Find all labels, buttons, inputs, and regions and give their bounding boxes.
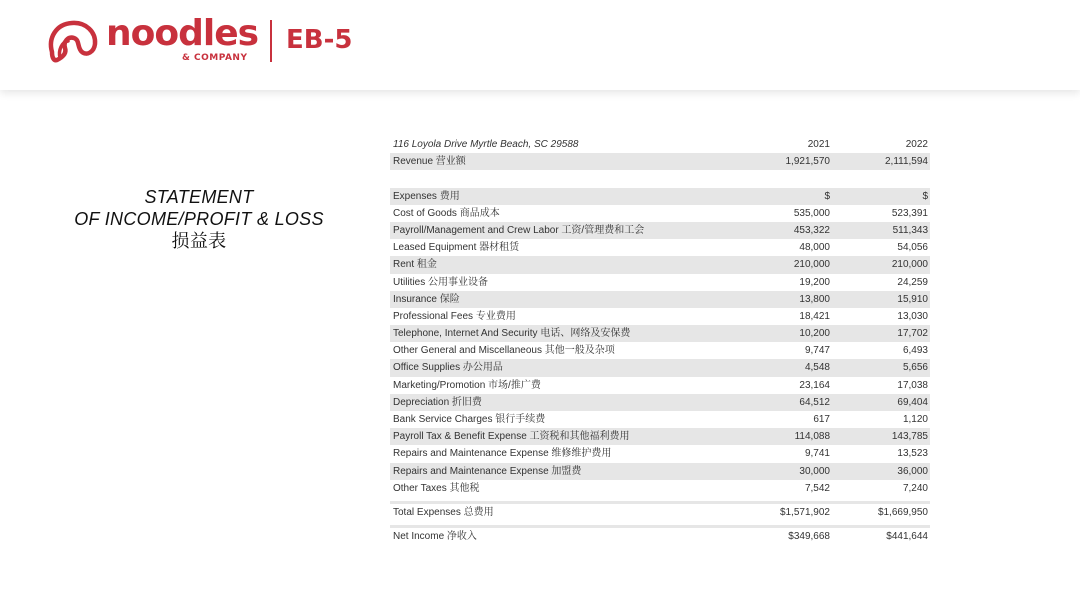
row-label: Depreciation 折旧费: [393, 396, 482, 408]
value-2022: 210,000: [891, 259, 928, 271]
value-2021: 617: [813, 414, 830, 425]
row-label: Rent 租金: [393, 259, 437, 271]
currency-2022: $: [922, 190, 928, 202]
address-row: [390, 136, 930, 153]
row-label: Expenses 费用: [393, 190, 460, 202]
value-2022: 6,493: [902, 345, 928, 357]
expense-row: [390, 205, 930, 222]
expense-row: [390, 239, 930, 256]
statement-title: [40, 186, 358, 252]
value-2022: 2,111,594: [884, 156, 928, 168]
expense-row: [390, 222, 930, 239]
value-2022: $1,669,950: [877, 506, 928, 518]
value-2022: 15,910: [897, 293, 928, 305]
header-bar: [0, 0, 1080, 90]
row-label: Professional Fees 专业费用: [393, 310, 516, 322]
expense-row: [390, 291, 930, 308]
row-label: Other Taxes 其他税: [393, 482, 480, 494]
value-2021: 9,741: [804, 448, 830, 460]
value-2022: 24,259: [897, 276, 928, 288]
row-label: Telephone, Internet And Security 电话、网络及安保费: [393, 328, 631, 340]
row-label: Bank Service Charges 银行手续费: [393, 414, 546, 425]
year-2021-header: 2021: [807, 139, 830, 150]
expense-row: [390, 256, 930, 273]
currency-2021: $: [824, 190, 830, 202]
net-income-row: [390, 525, 930, 545]
row-label: Payroll Tax & Benefit Expense 工资税和其他福利费用: [393, 431, 630, 443]
row-label: Other General and Miscellaneous 其他一般及杂项: [393, 345, 615, 357]
value-2021: 48,000: [799, 242, 830, 254]
row-label: Repairs and Maintenance Expense 维修维护费用: [393, 448, 612, 460]
expense-row: [390, 428, 930, 445]
value-2021: 19,200: [799, 276, 830, 288]
value-2021: 23,164: [799, 379, 830, 391]
row-label: Office Supplies 办公用品: [393, 362, 503, 374]
value-2022: 17,702: [897, 328, 928, 340]
value-2021: 30,000: [799, 465, 830, 477]
noodle-logo-icon: [46, 18, 100, 64]
expense-row: [390, 394, 930, 411]
row-label: Net Income 净收入: [393, 531, 477, 543]
value-2022: 54,056: [897, 242, 928, 254]
value-2022: 5,656: [902, 362, 928, 374]
row-label: Marketing/Promotion 市场/推广费: [393, 379, 541, 391]
spacer-row: [390, 170, 930, 187]
title-line-1: STATEMENT: [144, 187, 254, 207]
value-2021: 210,000: [793, 259, 830, 271]
value-2021: 13,800: [799, 293, 830, 305]
expense-row: [390, 308, 930, 325]
value-2021: $349,668: [788, 531, 830, 543]
expense-row: [390, 342, 930, 359]
year-2022-header: 2022: [905, 139, 928, 150]
income-statement-table: [390, 136, 930, 545]
address: 116 Loyola Drive Myrtle Beach, SC 29588: [393, 139, 579, 150]
value-2022: 523,391: [891, 207, 928, 219]
row-label: Leased Equipment 器材租赁: [393, 242, 520, 254]
value-2022: 69,404: [897, 396, 928, 408]
value-2022: 1,120: [902, 414, 928, 425]
total-expenses-row: [390, 501, 930, 521]
brand-subtitle: & COMPANY: [182, 53, 248, 63]
value-2022: 511,343: [892, 224, 928, 236]
value-2021: 535,000: [793, 207, 830, 219]
row-label: Insurance 保险: [393, 293, 460, 305]
value-2021: 64,512: [799, 396, 830, 408]
title-line-3: 损益表: [171, 231, 227, 251]
title-line-2: OF INCOME/PROFIT & LOSS: [74, 209, 324, 229]
expense-row: [390, 274, 930, 291]
expense-row: [390, 445, 930, 462]
value-2021: 114,088: [794, 431, 830, 443]
row-label: Total Expenses 总费用: [393, 506, 494, 518]
logo-divider: [270, 20, 272, 62]
row-label: Revenue 营业额: [393, 156, 466, 168]
row-label: Payroll/Management and Crew Labor 工资/管理费和工会: [393, 224, 645, 236]
expense-row: [390, 463, 930, 480]
value-2021: 10,200: [799, 328, 830, 340]
value-2021: 4,548: [804, 362, 830, 374]
value-2021: 18,421: [799, 310, 830, 322]
value-2022: $441,644: [886, 531, 928, 543]
expense-row: [390, 377, 930, 394]
value-2022: 7,240: [902, 482, 928, 494]
expenses-header-row: [390, 188, 930, 205]
value-2021: 7,542: [804, 482, 830, 494]
value-2021: $1,571,902: [779, 506, 830, 518]
value-2022: 17,038: [897, 379, 928, 391]
expense-rows: [390, 205, 930, 497]
expense-row: [390, 411, 930, 428]
row-label: Repairs and Maintenance Expense 加盟费: [393, 465, 582, 477]
value-2021: 453,322: [793, 224, 830, 236]
expense-row: [390, 325, 930, 342]
program-label: EB-5: [286, 25, 353, 55]
expense-row: [390, 480, 930, 497]
row-label: Cost of Goods 商品成本: [393, 207, 500, 219]
expense-row: [390, 359, 930, 376]
revenue-row: [390, 153, 930, 170]
value-2022: 143,785: [891, 431, 928, 443]
value-2022: 13,523: [897, 448, 928, 460]
row-label: Utilities 公用事业设备: [393, 276, 489, 288]
value-2022: 36,000: [897, 465, 928, 477]
value-2021: 9,747: [804, 345, 830, 357]
value-2021: 1,921,570: [785, 156, 830, 168]
brand-name: noodles: [106, 13, 259, 54]
value-2022: 13,030: [897, 310, 928, 322]
